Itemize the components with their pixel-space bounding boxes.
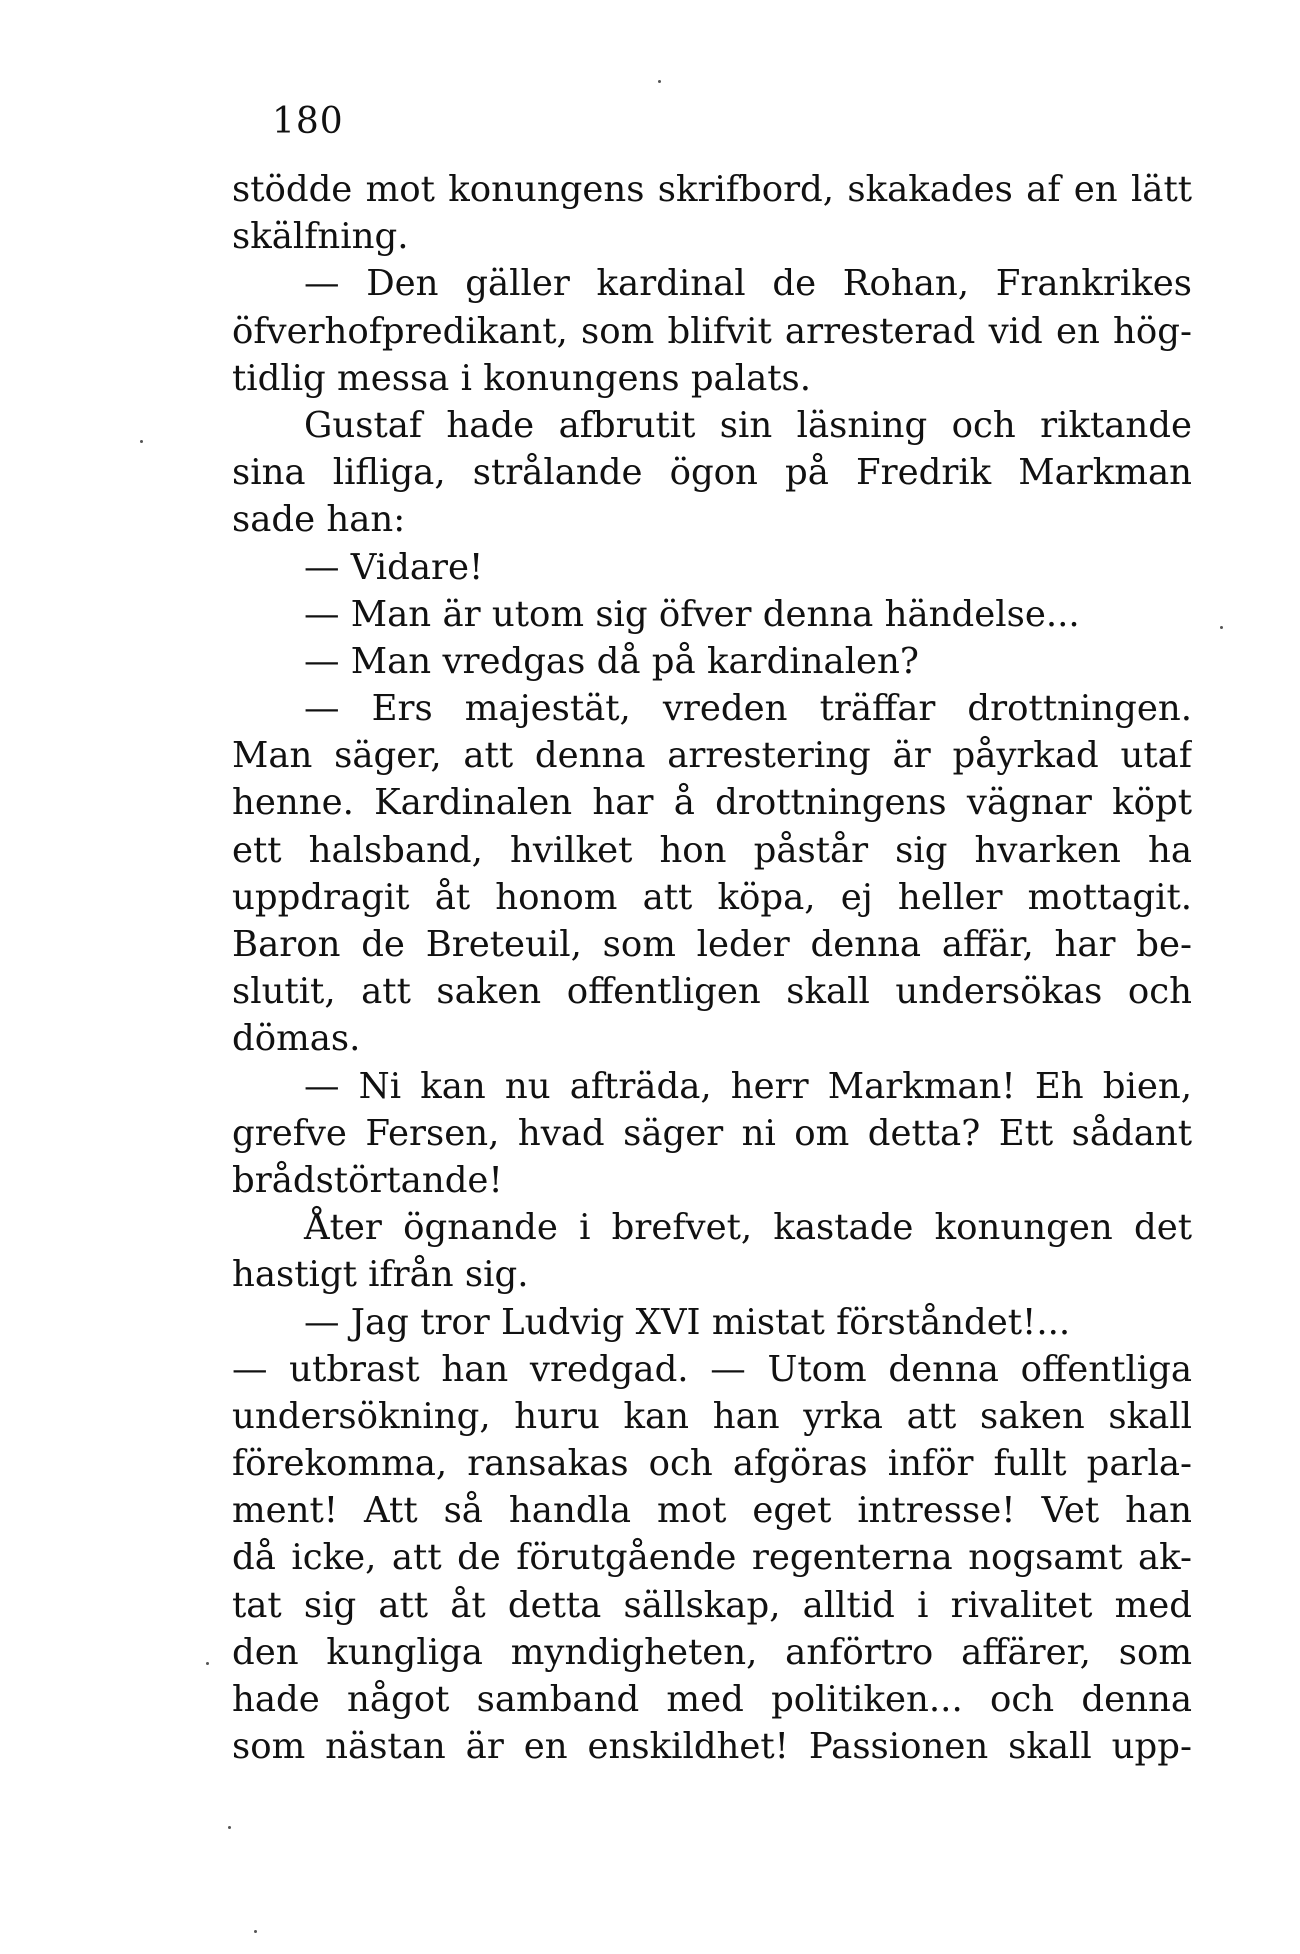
- text-line: skälfning.: [232, 216, 409, 258]
- text-line: Gustaf hade afbrutit sin läsning och riktande: [304, 404, 1192, 446]
- text-line: — utbrast han vredgad. — Utom denna offentliga: [232, 1348, 1192, 1390]
- text-line: undersökning, huru kan han yrka att saken skall: [232, 1395, 1192, 1437]
- text-line: dömas.: [232, 1018, 361, 1060]
- paper-speck: [206, 1662, 209, 1665]
- text-line: henne. Kardinalen har å drottningens vägnar köpt: [232, 782, 1192, 824]
- text-line: sina lifliga, strålande ögon på Fredrik Markman: [232, 452, 1192, 494]
- text-line: — Ni kan nu afträda, herr Markman! Eh bien,: [304, 1065, 1192, 1107]
- text-line: — Den gäller kardinal de Rohan, Frankrikes: [304, 263, 1192, 305]
- paper-speck: [658, 80, 661, 83]
- paper-speck: [140, 440, 143, 443]
- paper-speck: [1220, 626, 1223, 629]
- text-line: — Jag tror Ludvig XVI mistat förståndet!...: [304, 1301, 1071, 1343]
- text-line: — Vidare!: [304, 546, 484, 588]
- text-line: hade något samband med politiken... och denna: [232, 1679, 1192, 1720]
- text-line: som nästan är en enskildhet! Passionen skall upp-: [232, 1726, 1192, 1768]
- paper-speck: [228, 1826, 231, 1829]
- paper-speck: [254, 1930, 257, 1933]
- text-line: förekomma, ransakas och afgöras inför fullt parla-: [232, 1443, 1192, 1485]
- text-line: slutit, att saken offentligen skall undersökas och: [232, 971, 1192, 1013]
- text-line: uppdragit åt honom att köpa, ej heller mottagit.: [232, 876, 1192, 918]
- text-line: sade han:: [232, 499, 406, 541]
- text-line: hastigt ifrån sig.: [232, 1254, 529, 1296]
- text-line: Åter ögnande i brefvet, kastade konungen det: [304, 1207, 1192, 1249]
- text-line: stödde mot konungens skrifbord, skakades af en lätt: [232, 169, 1192, 210]
- text-line: tat sig att åt detta sällskap, alltid i rivalitet med: [232, 1584, 1192, 1626]
- text-line: — Man är utom sig öfver denna händelse...: [304, 593, 1080, 635]
- text-line: tidlig messa i konungens palats.: [232, 357, 812, 399]
- text-line: ett halsband, hvilket hon påstår sig hvarken ha: [232, 829, 1192, 871]
- text-line: brådstörtande!: [232, 1159, 503, 1201]
- text-line: grefve Fersen, hvad säger ni om detta? Ett sådant: [232, 1112, 1192, 1154]
- text-line: — Ers majestät, vreden träffar drottningen.: [304, 688, 1192, 730]
- text-line: — Man vredgas då på kardinalen?: [304, 640, 919, 682]
- text-line: ment! Att så handla mot eget intresse! Vet han: [232, 1490, 1192, 1532]
- text-line: Man säger, att denna arrestering är påyrkad utaf: [232, 735, 1192, 777]
- text-line: Baron de Breteuil, som leder denna affär, har be-: [232, 924, 1192, 965]
- text-line: den kungliga myndigheten, anförtro affärer, som: [232, 1631, 1192, 1673]
- text-line: då icke, att de förutgående regenterna nogsamt ak-: [232, 1537, 1192, 1579]
- page-number: 180: [272, 101, 344, 142]
- body-text: [232, 166, 1192, 1770]
- text-line: öfverhofpredikant, som blifvit arresterad vid en hög-: [232, 310, 1192, 352]
